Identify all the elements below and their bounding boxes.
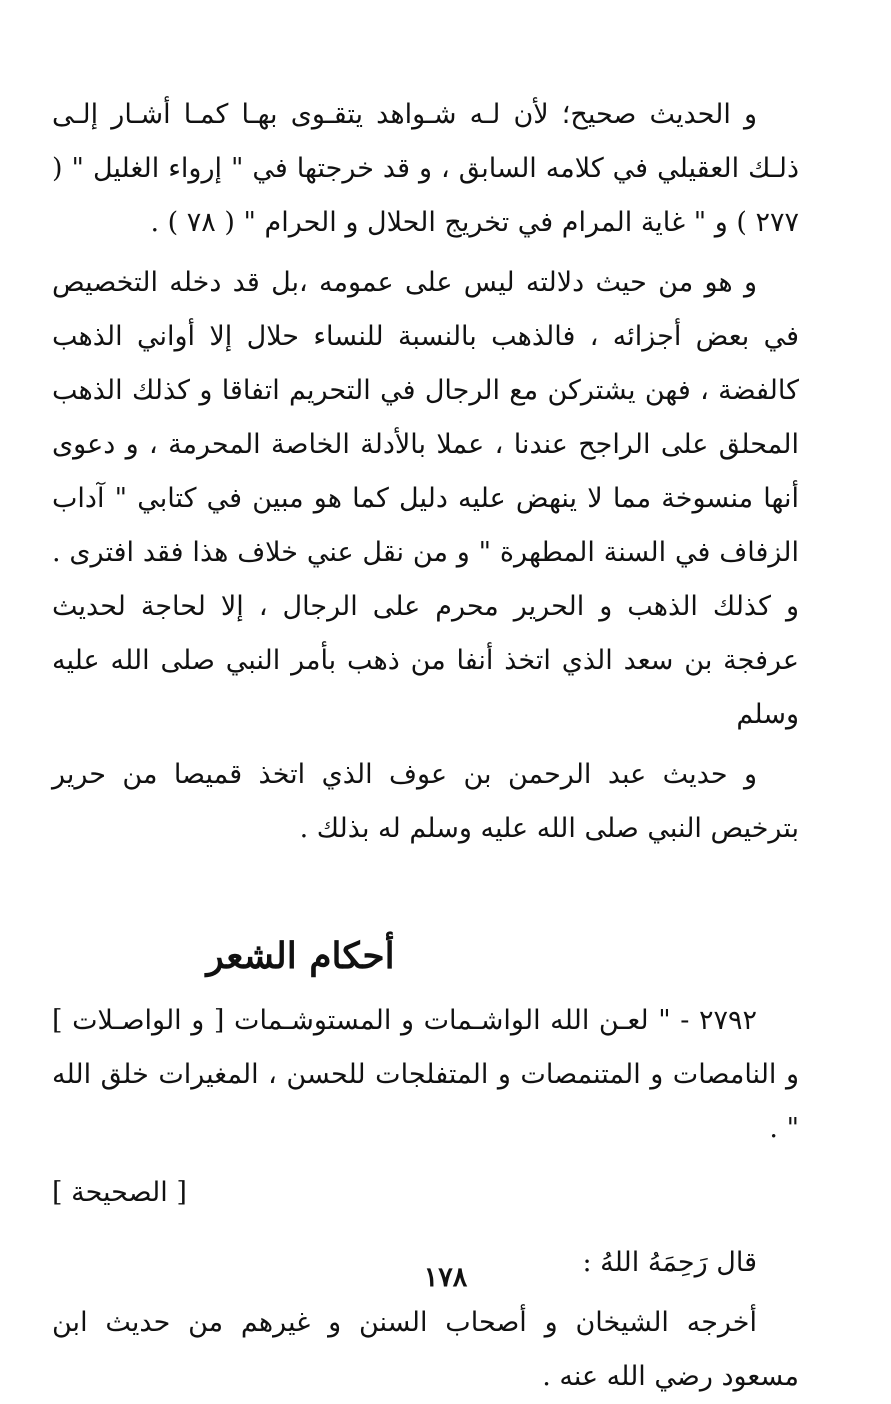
paragraph-hadith-authenticity: و الحديث صحيح؛ لأن لـه شـواهد يتقـوى بهـا كمـا أشـار إلـى ذلـك العقيلي في كلامه السابق ، و قد خرجتها في " إرواء الغليل " ( ٢٧٧ ) و " غاية المرام في تخريج الحلال و الحرام " ( ٧٨ ) . xyxy=(52,99,799,238)
takhrij-paragraph: أخرجه الشيخان و أصحاب السنن و غيرهم من حديث ابن مسعود رضي الله عنه . xyxy=(52,1307,799,1392)
page-number: ١٧٨ xyxy=(423,1262,468,1293)
hadith-text: ٢٧٩٢ - " لعـن الله الواشـمات و المستوشـمات [ و الواصـلات ] و النامصات و المتنمصات و المتفلجات للحسن ، المغيرات خلق الله " . xyxy=(52,1005,799,1144)
hadith-grade: [ الصحيحة ] xyxy=(52,1177,187,1208)
paragraph-gold-ruling: و هو من حيث دلالته ليس على عمومه ،بل قد دخله التخصيص في بعض أجزائه ، فالذهب بالنسبة للنساء حلال إلا أواني الذهب كالفضة ، فهن يشتركن مع الرجال في التحريم اتفاقا و كذلك الذهب المحلق على الراجح عندنا ، عملا بالأدلة الخاصة المحرمة ، و دعوى أنها منسوخة مما لا ينهض عليه دليل كما هو مبين في كتابي " آداب الزفاف في السنة المطهرة " و من نقل عني خلاف هذا فقد افترى . و كذلك الذهب و الحرير محرم على الرجال ، إلا لحاجة لحديث عرفجة بن سعد الذي اتخذ أنفا من ذهب بأمر النبي صلى الله عليه وسلم xyxy=(52,267,799,730)
author-said: قال رَحِمَهُ اللهُ : xyxy=(582,1247,757,1278)
paragraph-silk-ruling: و حديث عبد الرحمن بن عوف الذي اتخذ قميصا من حرير بترخيص النبي صلى الله عليه وسلم له بذلك . xyxy=(52,759,799,844)
section-title: أحكام الشعر xyxy=(206,935,395,977)
